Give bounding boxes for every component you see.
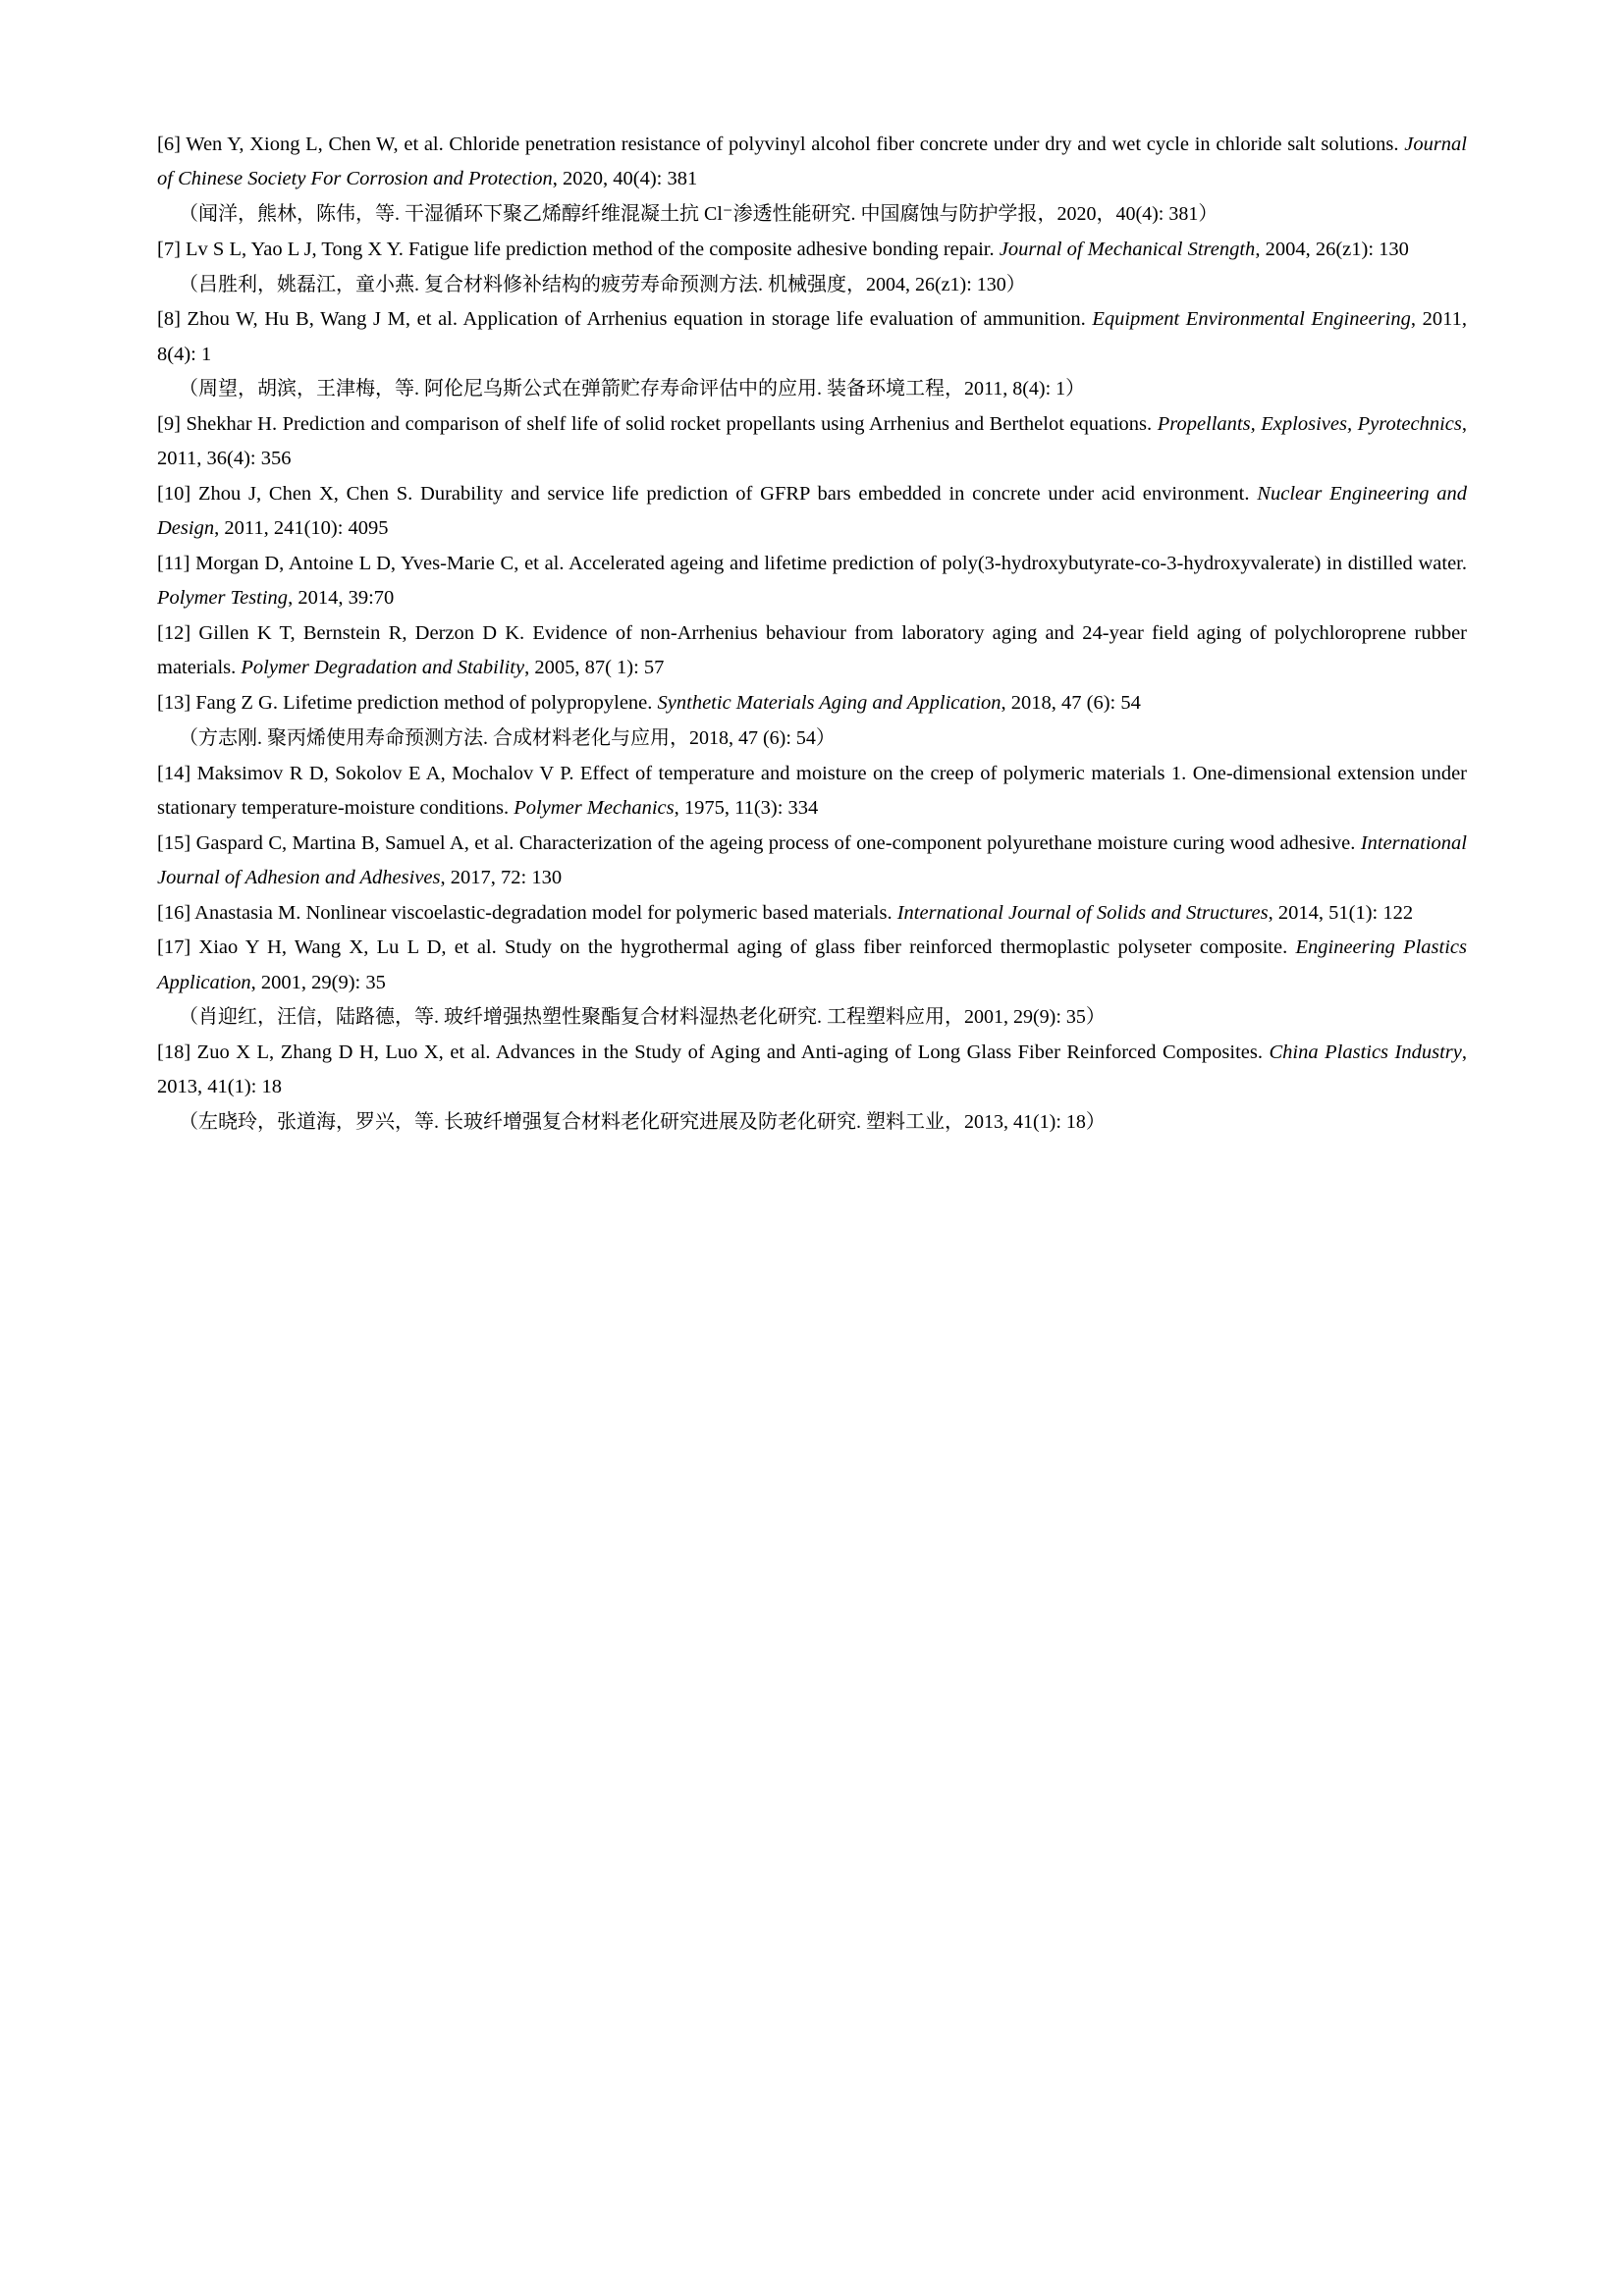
reference-text-cn: （肖迎红，汪信，陆路德，等. 玻纤增强热塑性聚酯复合材料湿热老化研究. 工程塑料应用，2001, 29(9): 35） <box>179 1006 1106 1029</box>
reference-text: Gillen K T, Bernstein R, Derzon D K. Evidence of non-Arrhenius behaviour from laboratory aging and 24-year field aging of polychloroprene rubber materials. <box>157 622 1468 679</box>
reference-marker: [9] <box>157 413 181 435</box>
reference-entry <box>157 233 1467 267</box>
reference-journal: Engineering Plastics Application <box>157 936 1467 993</box>
reference-entry <box>157 302 1467 372</box>
reference-entry <box>157 896 1467 931</box>
reference-journal: Journal of Mechanical Strength <box>999 238 1256 260</box>
reference-list <box>157 128 1467 1140</box>
reference-text: Maksimov R D, Sokolov E A, Mochalov V P. Effect of temperature and moisture on the creep of polymeric materials 1. One-dimensional extension under stationary temperature-moisture conditions. <box>157 762 1467 819</box>
reference-journal: Nuclear Engineering and Design <box>157 483 1468 540</box>
reference-citation-detail: , 2013, 41(1): 18 <box>157 1041 1467 1098</box>
reference-marker: [17] <box>157 936 191 959</box>
reference-entry <box>157 827 1467 896</box>
reference-citation-detail: , 2004, 26(z1): 130 <box>1255 238 1409 260</box>
reference-text: Anastasia M. Nonlinear viscoelastic-degradation model for polymeric based materials. <box>194 901 897 924</box>
reference-marker: [11] <box>157 553 190 574</box>
reference-marker: [18] <box>157 1041 191 1063</box>
reference-citation-detail: , 2011, 8(4): 1 <box>157 308 1467 365</box>
reference-entry <box>157 757 1467 827</box>
reference-marker: [14] <box>157 762 191 784</box>
reference-citation-detail: , 2020, 40(4): 381 <box>552 168 698 190</box>
reference-citation-detail: , 2017, 72: 130 <box>440 866 563 888</box>
reference-marker: [8] <box>157 308 181 331</box>
reference-text: Zuo X L, Zhang D H, Luo X, et al. Advances in the Study of Aging and Anti-aging of Long Glass Fiber Reinforced Composites. <box>196 1041 1270 1063</box>
reference-entry <box>157 1036 1467 1105</box>
reference-text: Lv S L, Yao L J, Tong X Y. Fatigue life prediction method of the composite adhesive bonding repair. <box>186 238 1000 260</box>
reference-text: Zhou W, Hu B, Wang J M, et al. Application of Arrhenius equation in storage life evaluation of ammunition. <box>187 308 1093 331</box>
reference-journal: International Journal of Adhesion and Adhesives <box>157 831 1467 888</box>
reference-translation <box>157 1105 1467 1140</box>
reference-journal: Polymer Degradation and Stability <box>241 657 525 679</box>
reference-entry <box>157 931 1467 1000</box>
reference-marker: [6] <box>157 133 181 155</box>
reference-translation <box>157 197 1467 232</box>
reference-marker: [12] <box>157 622 191 644</box>
reference-text: Zhou J, Chen X, Chen S. Durability and service life prediction of GFRP bars embedded in concrete under acid environment. <box>197 483 1258 505</box>
reference-journal: Journal of Chinese Society For Corrosion and Protection <box>157 133 1467 190</box>
reference-marker: [16] <box>157 901 191 924</box>
reference-text-cn: （方志刚. 聚丙烯使用寿命预测方法. 合成材料老化与应用，2018, 47 (6): 54） <box>179 726 836 749</box>
reference-entry <box>157 547 1467 616</box>
reference-text: Gaspard C, Martina B, Samuel A, et al. Characterization of the ageing process of one-component polyurethane moisture curing wood adhesive. <box>195 831 1361 854</box>
reference-text: Morgan D, Antoine L D, Yves-Marie C, et al. Accelerated ageing and lifetime prediction of poly(3-hydroxybutyrate-co-3-hydroxyvalerate) in distilled water. <box>195 553 1468 574</box>
reference-journal: China Plastics Industry <box>1269 1041 1462 1063</box>
reference-journal: Polymer Testing <box>157 587 289 610</box>
reference-journal: Polymer Mechanics <box>514 796 675 819</box>
reference-translation <box>157 1000 1467 1035</box>
reference-translation <box>157 372 1467 406</box>
reference-marker: [13] <box>157 692 191 714</box>
reference-text: Xiao Y H, Wang X, Lu L D, et al. Study on the hygrothermal aging of glass fiber reinforced thermoplastic polyseter composite. <box>198 936 1296 959</box>
reference-text: Fang Z G. Lifetime prediction method of polypropylene. <box>195 692 658 714</box>
reference-journal: Synthetic Materials Aging and Application <box>657 692 1001 714</box>
reference-citation-detail: , 2011, 36(4): 356 <box>157 413 1467 470</box>
reference-text: Shekhar H. Prediction and comparison of shelf life of solid rocket propellants using Arrhenius and Berthelot equations. <box>186 413 1158 435</box>
reference-translation <box>157 268 1467 302</box>
reference-text-cn: （左晓玲，张道海，罗兴，等. 长玻纤增强复合材料老化研究进展及防老化研究. 塑料工业，2013, 41(1): 18） <box>179 1111 1106 1133</box>
reference-journal: International Journal of Solids and Structures <box>896 901 1269 924</box>
reference-translation <box>157 721 1467 756</box>
reference-marker: [7] <box>157 238 181 260</box>
reference-citation-detail: , 2014, 39:70 <box>288 587 395 610</box>
reference-citation-detail: , 2005, 87( 1): 57 <box>524 657 665 679</box>
reference-citation-detail: , 2014, 51(1): 122 <box>1268 901 1414 924</box>
reference-entry <box>157 407 1467 477</box>
reference-citation-detail: , 2018, 47 (6): 54 <box>1001 692 1141 714</box>
reference-entry <box>157 616 1467 686</box>
reference-journal: Propellants, Explosives, Pyrotechnics <box>1157 413 1462 435</box>
reference-citation-detail: , 2011, 241(10): 4095 <box>214 517 389 540</box>
reference-entry <box>157 477 1467 547</box>
reference-marker: [15] <box>157 831 191 854</box>
reference-text-cn: （吕胜利，姚磊江，童小燕. 复合材料修补结构的疲劳寿命预测方法. 机械强度，2004, 26(z1): 130） <box>179 273 1026 295</box>
reference-citation-detail: , 1975, 11(3): 334 <box>674 796 819 819</box>
reference-entry <box>157 128 1467 197</box>
reference-citation-detail: , 2001, 29(9): 35 <box>250 971 386 993</box>
reference-text: Wen Y, Xiong L, Chen W, et al. Chloride penetration resistance of polyvinyl alcohol fiber concrete under dry and wet cycle in chloride salt solutions. <box>186 133 1405 155</box>
reference-text-cn: （闻洋，熊林，陈伟，等. 干湿循环下聚乙烯醇纤维混凝土抗 Cl⁻渗透性能研究. 中国腐蚀与防护学报，2020，40(4): 381） <box>179 203 1218 225</box>
reference-text-cn: （周望，胡滨，王津梅，等. 阿伦尼乌斯公式在弹箭贮存寿命评估中的应用. 装备环境工程，2011, 8(4): 1） <box>179 378 1086 400</box>
reference-journal: Equipment Environmental Engineering <box>1092 308 1411 331</box>
reference-marker: [10] <box>157 483 191 505</box>
reference-entry <box>157 686 1467 721</box>
